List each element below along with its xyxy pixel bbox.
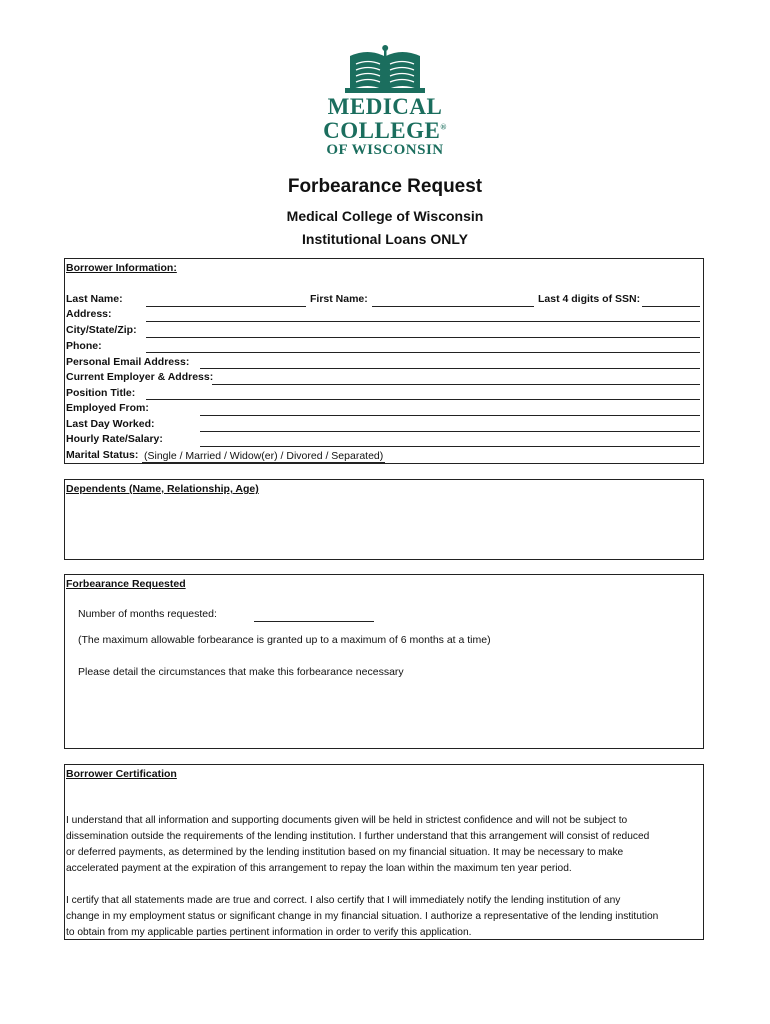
borrower-information-heading: Borrower Information: [66,262,177,274]
months-requested-field[interactable] [254,621,374,622]
ssn-label: Last 4 digits of SSN: [538,293,641,305]
logo-line-wisconsin: OF WISCONSIN [326,142,444,158]
logo-line-medical: MEDICAL [327,94,443,119]
text-line: dissemination outside the requirements of the lending institution. I further understand that this arrangement will consist of reduced [66,831,650,842]
last-day-worked-field[interactable] [200,431,700,432]
address-field[interactable] [146,321,700,322]
position-title-label: Position Title: [66,387,136,399]
page-subtitle-loans: Institutional Loans ONLY [302,231,468,247]
address-label: Address: [66,308,112,320]
circumstances-label: Please detail the circumstances that make this forbearance necessary [78,666,404,678]
last-name-field[interactable] [146,306,306,307]
last-day-worked-label: Last Day Worked: [66,418,155,430]
salary-field[interactable] [200,446,700,447]
text-line: or deferred payments, as determined by the lending institution based on my financial situation. It may be necessary to make [66,847,624,858]
city-state-zip-field[interactable] [146,337,700,338]
certification-heading: Borrower Certification [66,768,177,780]
forbearance-heading: Forbearance Requested [66,578,186,590]
first-name-field[interactable] [372,306,534,307]
email-label: Personal Email Address: [66,356,190,368]
phone-field[interactable] [146,352,700,353]
page-title: Forbearance Request [287,176,483,197]
page-subtitle-college: Medical College of Wisconsin [286,208,484,224]
ssn-field[interactable] [642,306,700,307]
circumstances-field[interactable] [68,684,700,744]
email-field[interactable] [200,368,700,369]
employer-label: Current Employer & Address: [66,371,214,383]
maximum-forbearance-note: (The maximum allowable forbearance is granted up to a maximum of 6 months at a time) [78,634,491,646]
mcw-logo [300,44,470,162]
marital-status-label: Marital Status: [66,449,139,461]
city-state-zip-label: City/State/Zip: [66,324,137,336]
first-name-label: First Name: [310,293,368,305]
dependents-heading: Dependents (Name, Relationship, Age) [66,483,259,495]
months-requested-label: Number of months requested: [78,608,217,620]
employed-from-field[interactable] [200,415,700,416]
last-name-label: Last Name: [66,293,123,305]
text-line: accelerated payment at the expiration of this arrangement to repay the loan within the maximum ten year period. [66,863,572,874]
text-line: change in my employment status or significant change in my financial situation. I authorize a representative of the lending institution [66,911,659,922]
text-line: to obtain from my applicable parties pertinent information in order to verify this application. [66,927,472,938]
certification-paragraph-2 [66,893,702,941]
employer-field[interactable] [212,384,700,385]
position-title-field[interactable] [146,399,700,400]
salary-label: Hourly Rate/Salary: [66,433,163,445]
text-line: I understand that all information and supporting documents given will be held in strictest confidence and will not be subject to [66,815,628,826]
marital-status-options[interactable]: (Single / Married / Widow(er) / Divored / Separated) [144,450,384,462]
text-line: I certify that all statements made are true and correct. I also certify that I will immediately notify the lending institution of any [66,895,621,906]
phone-label: Phone: [66,340,102,352]
certification-paragraph-1 [66,813,702,877]
logo-line-college: COLLEGE® [323,118,447,143]
book-caduceus-icon [300,44,470,94]
employed-from-label: Employed From: [66,402,149,414]
